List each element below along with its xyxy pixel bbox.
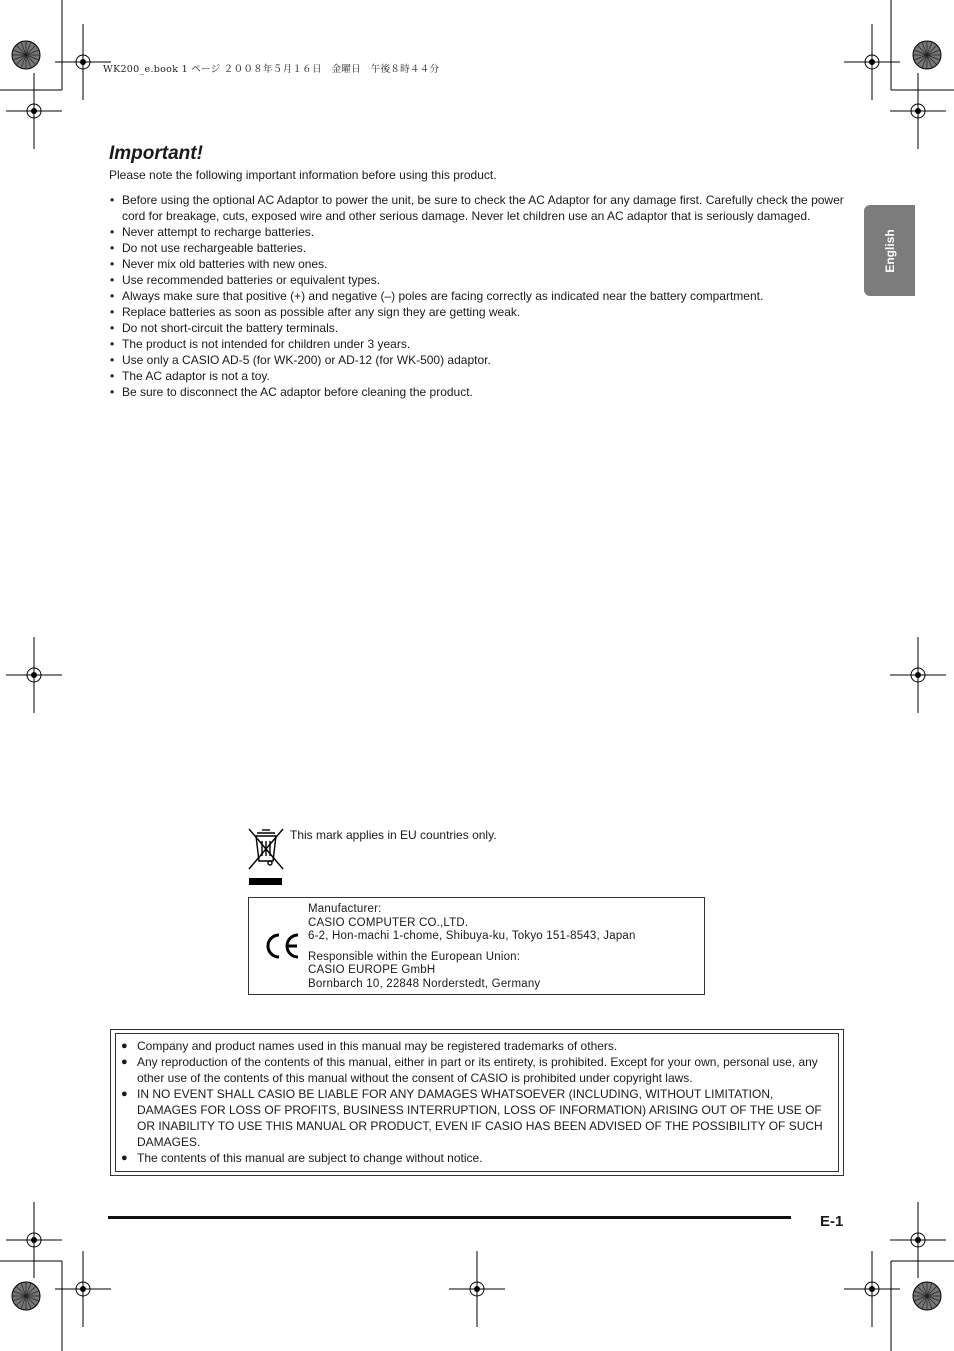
manufacturer-address: 6-2, Hon-machi 1-chome, Shibuya-ku, Tokyo 151-8543, Japan (308, 930, 636, 942)
list-item: • Never attempt to recharge batteries. (110, 225, 315, 239)
ce-mark-icon (264, 932, 302, 960)
bullet-icon: • (110, 321, 115, 335)
list-item: • The AC adaptor is not a toy. (110, 369, 270, 383)
bullet-icon: • (110, 273, 115, 287)
list-item: • Do not short-circuit the battery terminals. (110, 321, 339, 335)
list-item: • Be sure to disconnect the AC adaptor before cleaning the product. (110, 385, 473, 399)
list-item: ● The contents of this manual are subject to change without notice. (121, 1151, 483, 1165)
list-item: • Never mix old batteries with new ones. (110, 257, 328, 271)
bullet-icon: ● (121, 1088, 128, 1100)
legal-notice-list (121, 1038, 829, 1166)
eu-responsible-label: Responsible within the European Union: (308, 950, 521, 963)
bullet-icon: ● (121, 1040, 128, 1052)
manufacturer-company: CASIO COMPUTER CO.,LTD. (308, 916, 469, 929)
crossed-out-wheelie-bin-icon (247, 827, 285, 887)
manufacturer-info (308, 903, 636, 991)
list-item: ● Any reproduction of the contents of this manual, either in part or its entirety, is prohibited. Except for your own, personal use, any other use of the contents of this manual without the consent of CASIO is prohibited under copyright laws. (121, 1055, 818, 1085)
important-list (109, 192, 844, 400)
bullet-icon: • (110, 305, 115, 319)
bullet-icon: ● (121, 1056, 128, 1068)
language-tab (864, 205, 915, 296)
list-item: • Replace batteries as soon as possible after any sign they are getting weak. (110, 305, 521, 319)
eu-address: Bornbarch 10, 22848 Norderstedt, Germany (308, 977, 541, 990)
bullet-icon: • (110, 257, 115, 271)
list-item: • The product is not intended for children under 3 years. (110, 337, 411, 351)
manufacturer-label: Manufacturer: (308, 903, 382, 915)
list-item: • Always make sure that positive (+) and negative (–) poles are facing correctly as indicated near the battery compartment. (110, 289, 764, 303)
bullet-icon: • (110, 225, 115, 239)
bullet-icon: ● (121, 1152, 128, 1164)
page-number: E-1 (820, 1213, 844, 1230)
list-item: • Use recommended batteries or equivalent types. (110, 273, 381, 287)
list-item: ● Company and product names used in this manual may be registered trademarks of others. (121, 1039, 618, 1053)
list-item: ● IN NO EVENT SHALL CASIO BE LIABLE FOR ANY DAMAGES WHATSOEVER (INCLUDING, WITHOUT LIMITATION, DAMAGES FOR LOSS OF PROFITS, BUSINESS INTERRUPTION, LOSS OF INFORMATION) ARISING OUT OF THE USE OF OR INABILITY TO USE THIS MANUAL OR PRODUCT, EVEN IF CASIO HAS BEEN ADVISED OF THE POSSIBILITY OF SUCH DAMAGES. (121, 1087, 823, 1149)
print-header: WK200_e.book 1 ページ ２００８年５月１６日 金曜日 午後８時４４分 (103, 64, 440, 75)
bullet-icon: • (110, 385, 115, 399)
bullet-icon: • (110, 337, 115, 351)
bullet-icon: • (110, 241, 115, 255)
bullet-icon: • (110, 193, 115, 207)
language-tab-label: English (882, 228, 897, 273)
footer-rule (108, 1216, 791, 1219)
bullet-icon: • (110, 353, 115, 367)
list-item: • Before using the optional AC Adaptor to power the unit, be sure to check the AC Adaptor for any damage first. Carefully check the power cord for breakage, cuts, exposed wire and other serious damage. Never let children use an AC adaptor that is seriously damaged. (110, 193, 844, 223)
bullet-icon: • (110, 369, 115, 383)
bullet-icon: • (110, 289, 115, 303)
list-item: • Do not use rechargeable batteries. (110, 241, 307, 255)
weee-notice: This mark applies in EU countries only. (290, 828, 497, 842)
intro-text: Please note the following important information before using this product. (109, 168, 497, 182)
section-title: Important! (109, 143, 203, 164)
eu-company: CASIO EUROPE GmbH (308, 964, 436, 976)
list-item: • Use only a CASIO AD-5 (for WK-200) or AD-12 (for WK-500) adaptor. (110, 353, 491, 367)
